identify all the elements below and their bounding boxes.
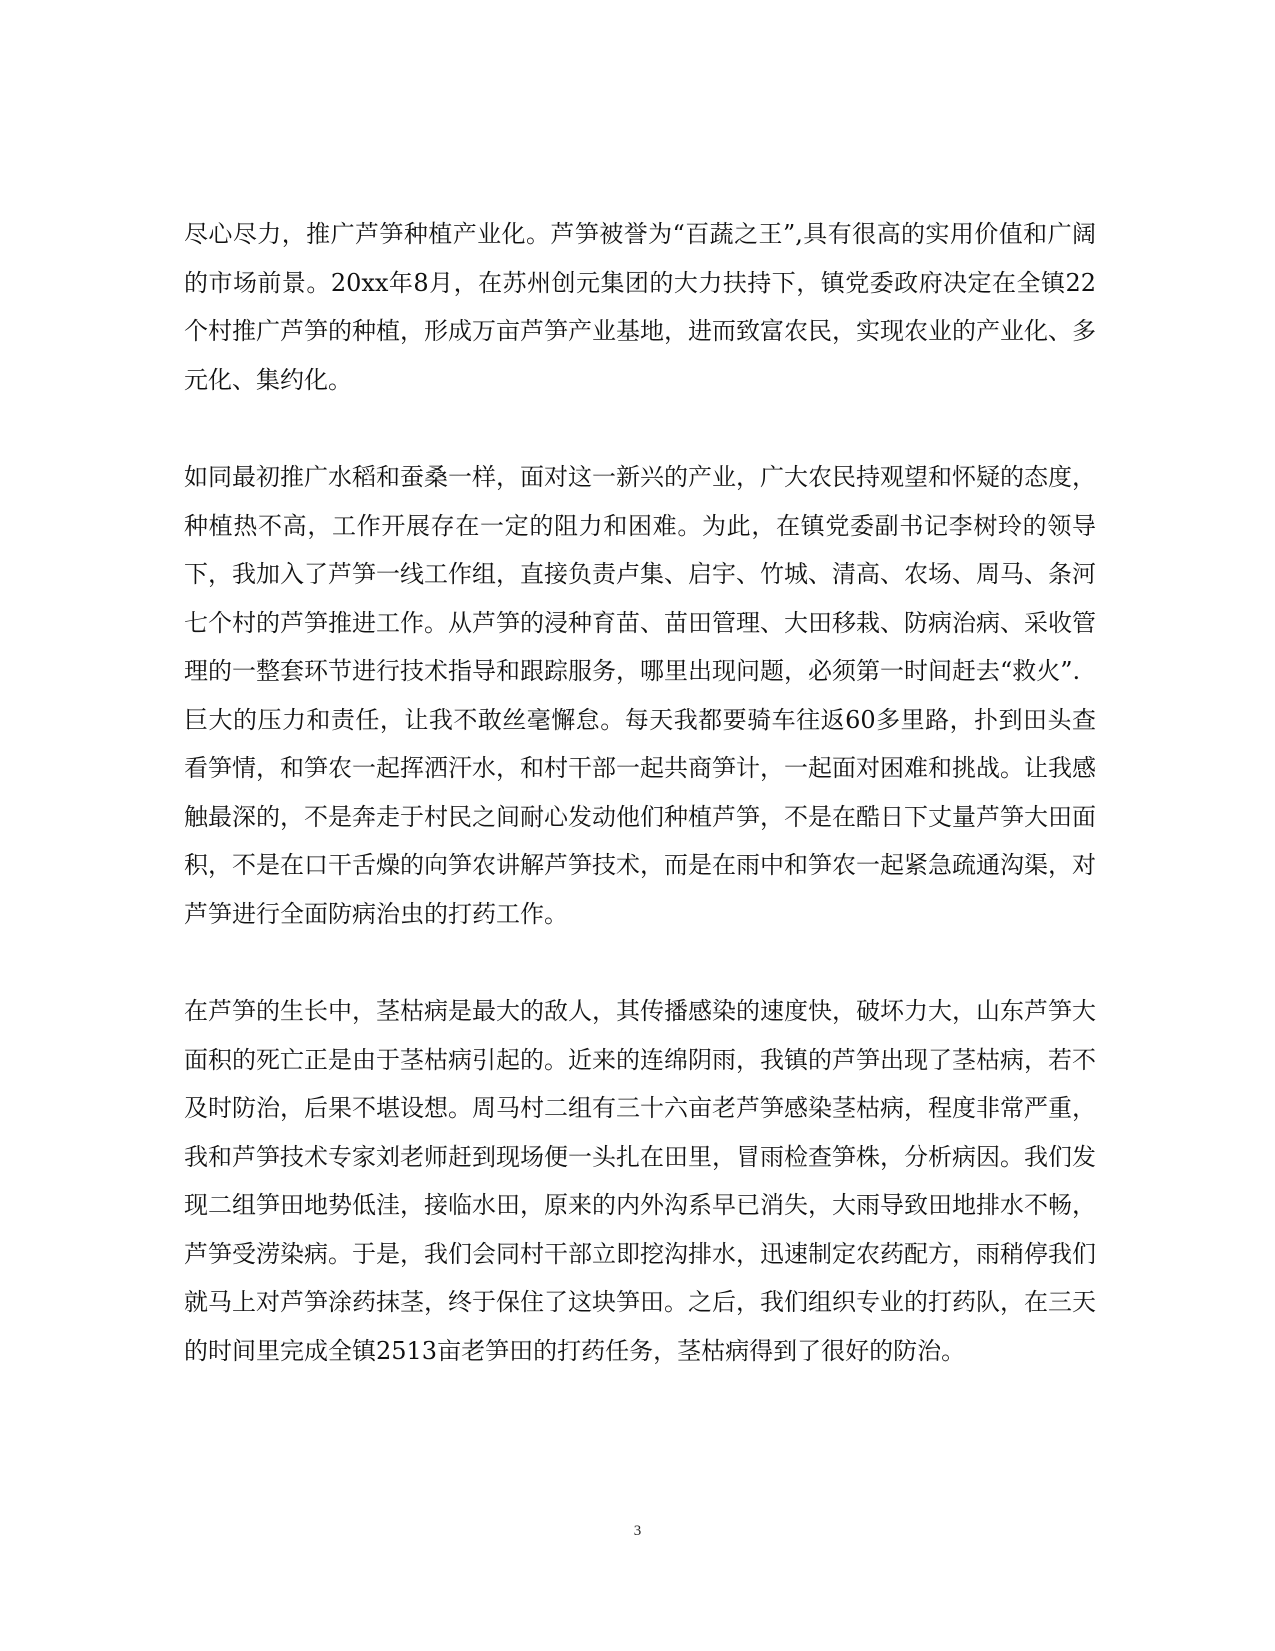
document-body [184, 210, 1096, 1375]
paragraph-asparagus-promotion: 尽心尽力，推广芦笋种植产业化。芦笋被誉为“百蔬之王”,具有很高的实用价值和广阔的市场前景。20xx年8月，在苏州创元集团的大力扶持下，镇党委政府决定在全镇22个村推广芦笋的种植，形成万亩芦笋产业基地，进而致富农民，实现农业的产业化、多元化、集约化。 [184, 220, 1096, 394]
paragraph-stem-blight: 在芦笋的生长中，茎枯病是最大的敌人，其传播感染的速度快，破坏力大，山东芦笋大面积的死亡正是由于茎枯病引起的。近来的连绵阴雨，我镇的芦笋出现了茎枯病，若不及时防治，后果不堪设想。周马村二组有三十六亩老芦笋感染茎枯病，程度非常严重，我和芦笋技术专家刘老师赶到现场便一头扎在田里，冒雨检查笋株，分析病因。我们发现二组笋田地势低洼，接临水田，原来的内外沟系早已消失，大雨导致田地排水不畅，芦笋受涝染病。于是，我们会同村干部立即挖沟排水，迅速制定农药配方，雨稍停我们就马上对芦笋涂药抹茎，终于保住了这块笋田。之后，我们组织专业的打药队，在三天的时间里完成全镇2513亩老笋田的打药任务，茎枯病得到了很好的防治。 [184, 997, 1096, 1365]
paragraph-work-group: 如同最初推广水稻和蚕桑一样，面对这一新兴的产业，广大农民持观望和怀疑的态度，种植热不高，工作开展存在一定的阻力和困难。为此，在镇党委副书记李树玲的领导下，我加入了芦笋一线工作组，直接负责卢集、启宇、竹城、清高、农场、周马、条河七个村的芦笋推进工作。从芦笋的浸种育苗、苗田管理、大田移栽、防病治病、采收管理的一整套环节进行技术指导和跟踪服务，哪里出现问题，必须第一时间赶去“救火”. [184, 463, 1096, 685]
paragraph-pressure-responsibility: 巨大的压力和责任，让我不敢丝毫懈怠。每天我都要骑车往返60多里路，扑到田头查看笋情，和笋农一起挥洒汗水，和村干部一起共商笋计，一起面对困难和挑战。让我感触最深的，不是奔走于村民之间耐心发动他们种植芦笋，不是在酷日下丈量芦笋大田面积，不是在口干舌燥的向笋农讲解芦笋技术，而是在雨中和笋农一起紧急疏通沟渠，对芦笋进行全面防病治虫的打药工作。 [184, 705, 1096, 928]
page-number: 3 [633, 1523, 642, 1539]
